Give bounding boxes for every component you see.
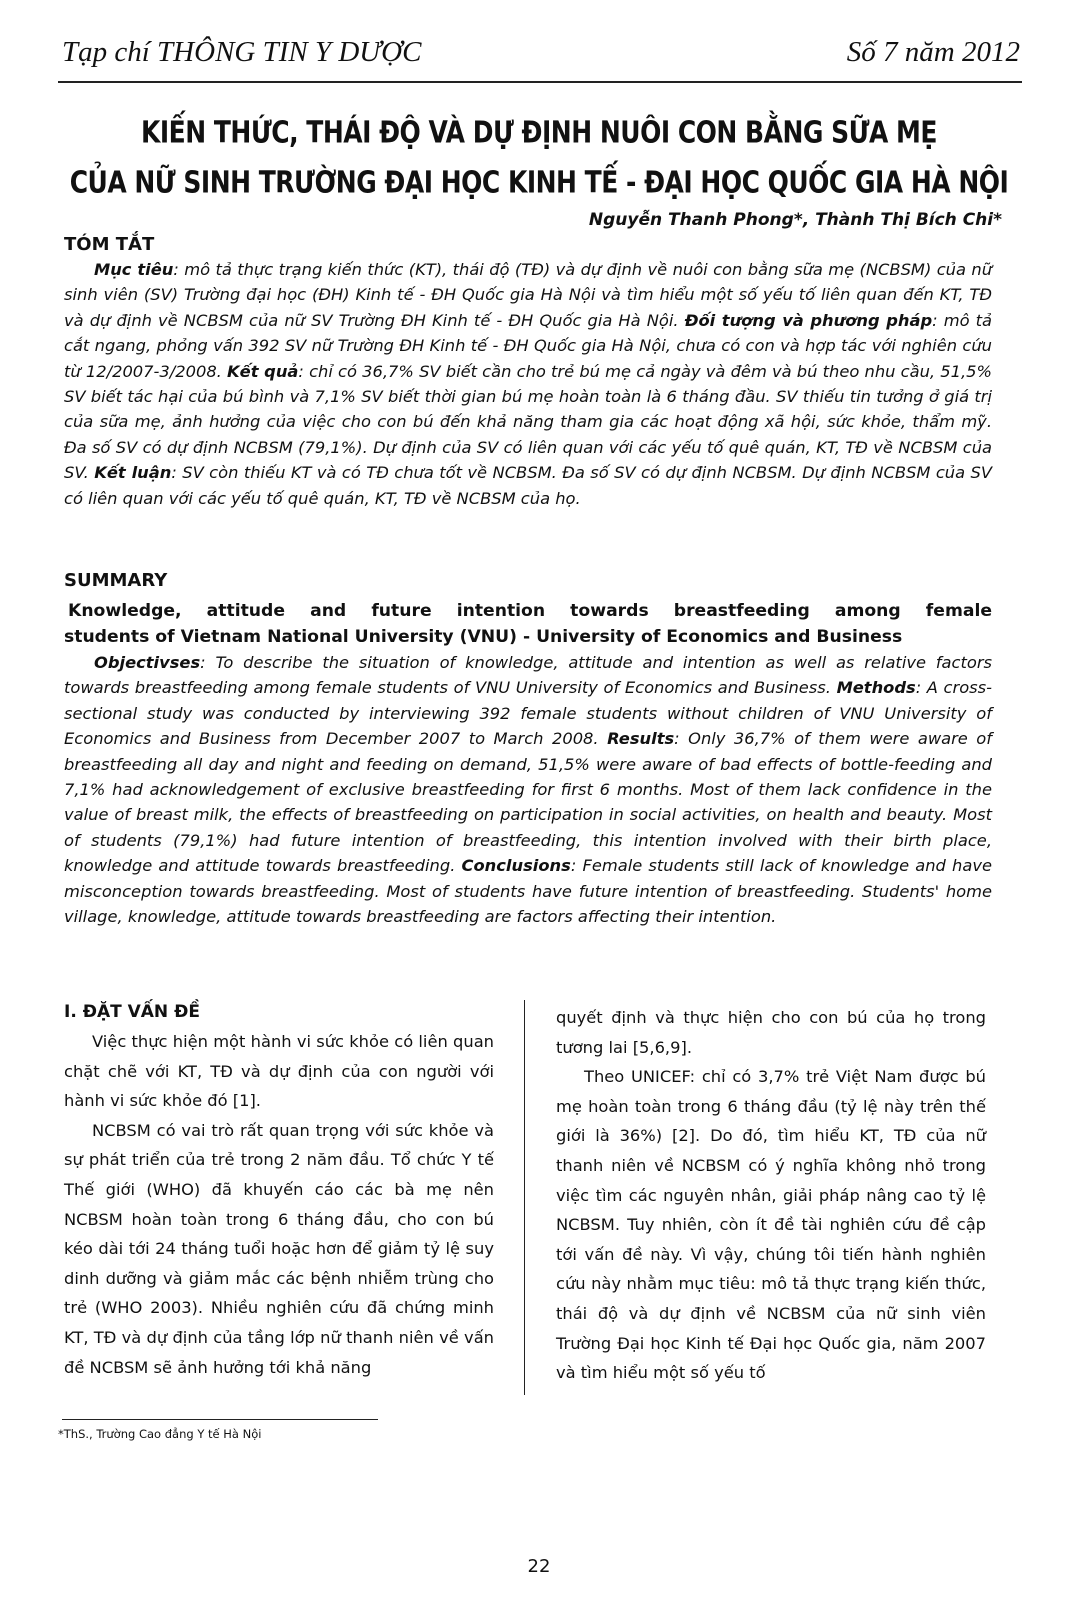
body-paragraph-1: Việc thực hiện một hành vi sức khỏe có liên quan chặt chẽ với KT, TĐ và dự định của con người với hành vi sức khỏe đó [1]. xyxy=(64,1032,494,1111)
english-title-line-1: Knowledge, attitude and future intention towards breastfeeding among female xyxy=(68,601,992,621)
vietnamese-abstract-paragraph xyxy=(64,257,992,511)
column-divider xyxy=(524,1000,525,1395)
english-title xyxy=(64,598,992,650)
footnote: *ThS., Trường Cao đẳng Y tế Hà Nội xyxy=(58,1427,262,1441)
results-text: : Only 36,7% of them were aware of breastfeeding all day and night and feeding on demand, 51,5% were aware of bad effects of bottle-feeding and 7,1% had acknowledgement of exclusive breastfeeding for first 6 months. Most of them lack confidence in the value of breast milk, the effects of breastfeeding on participation in social activities, on health and beauty. Most of students (79,1%) had future intention of breastfeeding, this intention involved with their birth place, knowledge and attitude towards breastfeeding. xyxy=(64,729,992,876)
header-rule xyxy=(58,81,1022,83)
phuong-phap-text: : mô tả cắt ngang, phỏng vấn 392 SV nữ Trường ĐH Kinh tế - ĐH Quốc gia Hà Nội, chưa có con và hợp tác với nghiên cứu từ 12/2007-3/2008. xyxy=(64,310,992,381)
tom-tat-heading: TÓM TẮT xyxy=(64,234,155,255)
english-abstract xyxy=(64,650,992,929)
conclusions-label: Conclusions xyxy=(461,856,571,876)
body-paragraph-4: Theo UNICEF: chỉ có 3,7% trẻ Việt Nam được bú mẹ hoàn toàn trong 6 tháng đầu (tỷ lệ này trên thế giới là 36%) [2]. Do đó, tìm hiểu KT, TĐ của nữ thanh niên về NCBSM có ý nghĩa không nhỏ trong việc tìm các nguyên nhân, giải pháp nâng cao tỷ lệ NCBSM. Tuy nhiên, còn ít đề tài nghiên cứu đề cập tới vấn đề này. Vì vậy, chúng tôi tiến hành nghiên cứu này nhằm mục tiêu: mô tả thực trạng kiến thức, thái độ và dự định về NCBSM của nữ sinh viên Trường Đại học Kinh tế Đại học Quốc gia, năm 2007 và tìm hiểu một số yếu tố xyxy=(556,1067,986,1383)
page-number: 22 xyxy=(527,1556,551,1577)
english-title-line-2: students of Vietnam National University (VNU) - University of Economics and Business xyxy=(64,627,903,647)
phuong-phap-label: Đối tượng và phương pháp xyxy=(684,310,933,330)
summary-heading: SUMMARY xyxy=(64,570,168,591)
ket-qua-label: Kết quả xyxy=(227,361,299,381)
left-column xyxy=(64,1027,494,1382)
methods-text: : A cross-sectional study was conducted by interviewing 392 female students without children of VNU University of Economics and Business from December 2007 to March 2008. xyxy=(64,678,993,749)
muc-tieu-label: Mục tiêu xyxy=(94,260,174,279)
footnote-rule xyxy=(62,1419,378,1420)
issue-label: Số 7 năm 2012 xyxy=(846,36,1020,68)
english-abstract-paragraph xyxy=(64,650,992,929)
article-title-line-1: KIẾN THỨC, THÁI ĐỘ VÀ DỰ ĐỊNH NUÔI CON BẰNG SỮA MẸ xyxy=(140,115,938,150)
conclusions-text: : Female students still lack of knowledge and have misconception towards breastfeeding. Most of students have future intention of breastfeeding. Students' home village, knowledge, attitude towards breastfeeding are factors affecting their intention. xyxy=(64,856,992,927)
authors: Nguyễn Thanh Phong*, Thành Thị Bích Chi* xyxy=(588,210,1002,230)
objectives-text: : To describe the situation of knowledge, attitude and intention as well as relative factors towards breastfeeding among female students of VNU University of Economics and Business. xyxy=(64,653,992,698)
section-heading: I. ĐẶT VẤN ĐỀ xyxy=(64,1002,200,1022)
objectives-label: Objectivses xyxy=(94,653,201,672)
ket-luan-text: : SV còn thiếu KT và có TĐ chưa tốt về NCBSM. Đa số SV có dự định NCBSM. Dự định NCBSM của SV có liên quan với các yếu tố quê quán, KT, TĐ về NCBSM của họ. xyxy=(64,463,992,508)
journal-name: Tạp chí THÔNG TIN Y DƯỢC xyxy=(62,36,422,68)
body-paragraph-2: NCBSM có vai trò rất quan trọng với sức khỏe và sự phát triển của trẻ trong 2 năm đầu. Tổ chức Y tế Thế giới (WHO) đã khuyến cáo các bà mẹ nên NCBSM hoàn toàn trong 6 tháng đầu, cho con bú kéo dài tới 24 tháng tuổi hoặc hơn để giảm tỷ lệ suy dinh dưỡng và giảm mắc các bệnh nhiễm trùng cho trẻ (WHO 2003). Nhiều nghiên cứu đã chứng minh KT, TĐ và dự định của tầng lớp nữ thanh niên về vấn đề NCBSM sẽ ảnh hưởng tới khả năng xyxy=(64,1120,494,1377)
article-title-line-2: CỦA NỮ SINH TRƯỜNG ĐẠI HỌC KINH TẾ - ĐẠI HỌC QUỐC GIA HÀ NỘI xyxy=(69,165,1009,200)
ket-luan-label: Kết luận xyxy=(94,463,172,483)
methods-label: Methods xyxy=(836,678,916,698)
right-column xyxy=(556,1003,986,1388)
vietnamese-abstract xyxy=(64,257,992,511)
ket-qua-text: : chỉ có 36,7% SV biết cần cho trẻ bú mẹ cả ngày và đêm và bú theo nhu cầu, 51,5% SV biết tác hại của bú bình và 7,1% SV biết thời gian bú mẹ hoàn toàn là 6 tháng đầu. SV thiếu tin tưởng ở giá trị của sữa mẹ, ảnh hưởng của việc cho con bú đến khả năng tham gia các hoạt động xã hội, sức khỏe, thẩm mỹ. Đa số SV có dự định NCBSM (79,1%). Dự định của SV có liên quan với các yếu tố quê quán, KT, TĐ về NCBSM của SV. xyxy=(64,361,992,483)
muc-tieu-text: : mô tả thực trạng kiến thức (KT), thái độ (TĐ) và dự định về nuôi con bằng sữa mẹ (NCBSM) của nữ sinh viên (SV) Trường đại học (ĐH) Kinh tế - ĐH Quốc gia Hà Nội và tìm hiểu một số yếu tố liên quan đến KT, TĐ và dự định về NCBSM của nữ SV Trường ĐH Kinh tế - ĐH Quốc gia Hà Nội. xyxy=(64,260,993,330)
results-label: Results xyxy=(607,729,675,749)
body-paragraph-3: quyết định và thực hiện cho con bú của họ trong tương lai [5,6,9]. xyxy=(556,1008,986,1057)
